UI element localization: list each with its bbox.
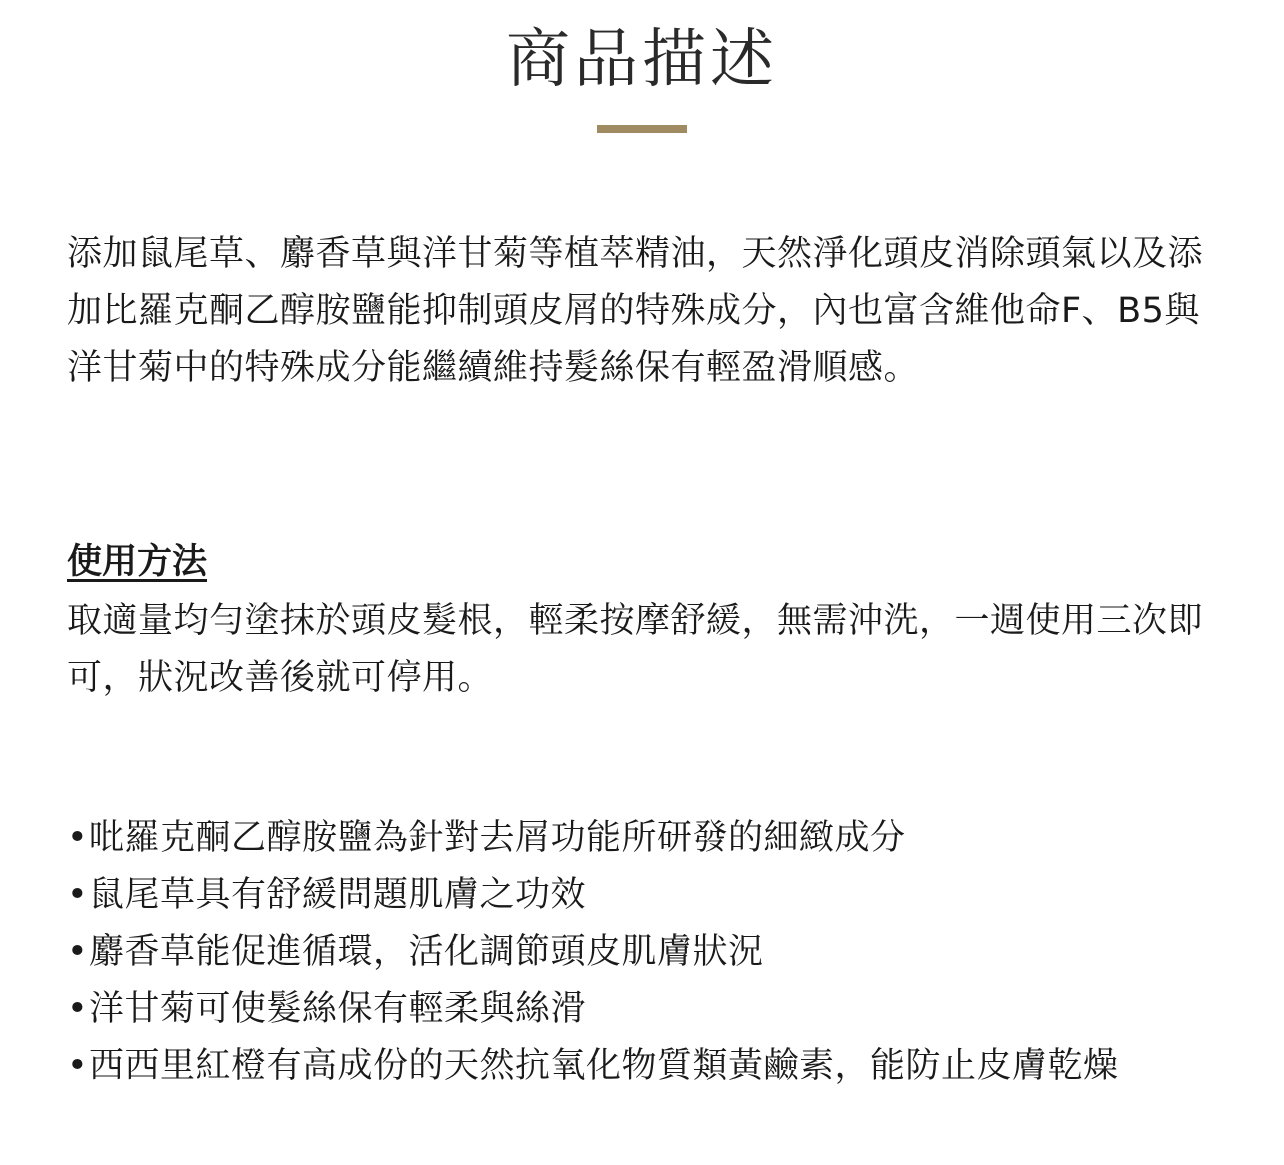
usage-text: 取適量均勻塗抹於頭皮髮根，輕柔按摩舒緩，無需沖洗，一週使用三次即可，狀況改善後就可停用。 xyxy=(67,601,1204,698)
bullet-icon: • xyxy=(67,932,89,972)
feature-text: 洋甘菊可使髮絲保有輕柔與絲滑 xyxy=(89,989,587,1029)
list-item xyxy=(67,1038,1219,1095)
list-item xyxy=(67,924,1219,981)
bullet-icon: • xyxy=(67,875,89,915)
list-item xyxy=(67,867,1219,924)
usage-heading: 使用方法 xyxy=(67,542,208,582)
feature-list xyxy=(67,810,1219,1095)
bullet-icon: • xyxy=(67,1046,89,1086)
product-description: 添加鼠尾草、麝香草與洋甘菊等植萃精油，天然淨化頭皮消除頭氣以及添加比羅克酮乙醇胺鹽能抑制頭皮屑的特殊成分，內也富含維他命F、B5與洋甘菊中的特殊成分能繼續維持髮絲保有輕盈滑順感。 xyxy=(67,234,1204,388)
feature-text: 吡羅克酮乙醇胺鹽為針對去屑功能所研發的細緻成分 xyxy=(89,818,906,858)
feature-text: 麝香草能促進循環，活化調節頭皮肌膚狀況 xyxy=(89,932,764,972)
title-divider xyxy=(597,125,687,133)
bullet-icon: • xyxy=(67,818,89,858)
list-item xyxy=(67,810,1219,867)
feature-text: 西西里紅橙有高成份的天然抗氧化物質類黃鹼素，能防止皮膚乾燥 xyxy=(89,1046,1119,1086)
page-title: 商品描述 xyxy=(506,23,778,97)
bullet-icon: • xyxy=(67,989,89,1029)
feature-text: 鼠尾草具有舒緩問題肌膚之功效 xyxy=(89,875,587,915)
list-item xyxy=(67,981,1219,1038)
